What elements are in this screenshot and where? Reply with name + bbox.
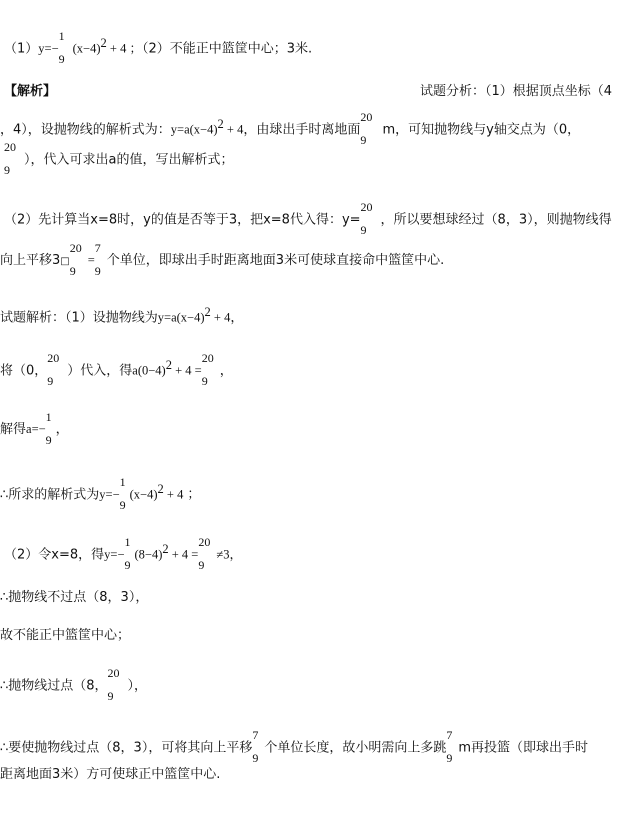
fraction-twenty-ninths: 20 9 bbox=[69, 240, 82, 278]
solution-line-4: ∴所求的解析式为y=− 1 9 $(x-4)^2 + 4$ ； bbox=[0, 474, 201, 512]
fraction-one-ninth: 1 9 bbox=[124, 534, 131, 572]
fraction-twenty-ninths: 20 9 bbox=[47, 350, 60, 388]
solution-line-5: （2）令x=8，得y=− 1 9 $(8-4)^2 + 4$ = 20 9 ≠3， bbox=[4, 534, 242, 572]
fraction-twenty-ninths: 20 9 bbox=[360, 200, 373, 237]
solution-line-6: ∴抛物线不过点（8，3）， bbox=[0, 590, 149, 605]
fraction-twenty-ninths: 20 9 bbox=[198, 534, 211, 572]
answer-part1-formula-prefix: y=− bbox=[38, 41, 59, 56]
fraction-twenty-ninths: 20 9 bbox=[360, 109, 373, 147]
solution-line-2: 将（0， 20 9 ）代入，得$a(0-4)^2 + 4$ = 20 9 ， bbox=[0, 350, 233, 388]
solution-line-9: ∴要使抛物线过点（8，3），可将其向上平移 7 9 个单位长度，故小明需向上多跳 7 9 m再投篮（即球出手时 bbox=[0, 728, 589, 765]
fraction-twenty-ninths: 20 9 bbox=[107, 666, 120, 703]
solution-line-7: 故不能正中篮筐中心； bbox=[0, 628, 131, 643]
answer-part2-text: 不能正中篮筐中心；3米. bbox=[169, 41, 313, 57]
answer-part2-label: （2） bbox=[141, 41, 170, 57]
analysis-line-5: 向上平移3□ 20 9 = 7 9 个单位，即球出手时距离地面3米可使球直接命中篮筐中心. bbox=[0, 240, 445, 278]
analysis-line-4: （2）先计算当x=8时，y的值是否等于3，把x=8代入得：y= 20 9 ，所以要想球经过（8，3），则抛物线得 bbox=[4, 200, 612, 237]
analysis-heading: 【解析】 bbox=[4, 84, 57, 99]
answer-part1-label: （1） bbox=[4, 41, 39, 57]
solution-line-8: ∴抛物线过点（8， 20 9 ）， bbox=[0, 666, 148, 703]
solution-line-3: 解得a=− 1 9 ， bbox=[0, 409, 69, 447]
answer-line: （1）y=− 1 9 $(x-4)^2 + 4$ ；（2）不能正中篮筐中心；3米. bbox=[4, 28, 313, 66]
fraction-one-ninth: 1 9 bbox=[45, 409, 52, 447]
solution-line-1: 试题解析：（1）设抛物线为$y=a(x-4)^2 + 4$， bbox=[0, 305, 244, 326]
answer-part1-expression: (x−4) bbox=[72, 41, 101, 56]
fraction-twenty-ninths: 20 9 bbox=[4, 140, 16, 177]
fraction-seven-ninths: 7 9 bbox=[252, 728, 259, 765]
analysis-line-2: ，4），设抛物线的解析式为：$y=a(x-4)^2 + 4$，由球出手时离地面 20 9 m，可知抛物线与y轴交点为（0， bbox=[0, 109, 581, 147]
fraction-twenty-ninths: 20 9 bbox=[201, 350, 214, 388]
fraction-one-ninth: 1 9 bbox=[58, 28, 65, 66]
fraction-seven-ninths: 7 9 bbox=[446, 728, 453, 765]
analysis-line-3: 20 9 ），代入可求出a的值，写出解析式； bbox=[4, 140, 234, 177]
solution-line-10: 距离地面3米）方可使球正中篮筐中心. bbox=[0, 767, 221, 782]
fraction-seven-ninths: 7 9 bbox=[94, 240, 101, 278]
fraction-one-ninth: 1 9 bbox=[119, 474, 126, 512]
analysis-intro: 试题分析：（1）根据顶点坐标（4 bbox=[420, 84, 613, 99]
